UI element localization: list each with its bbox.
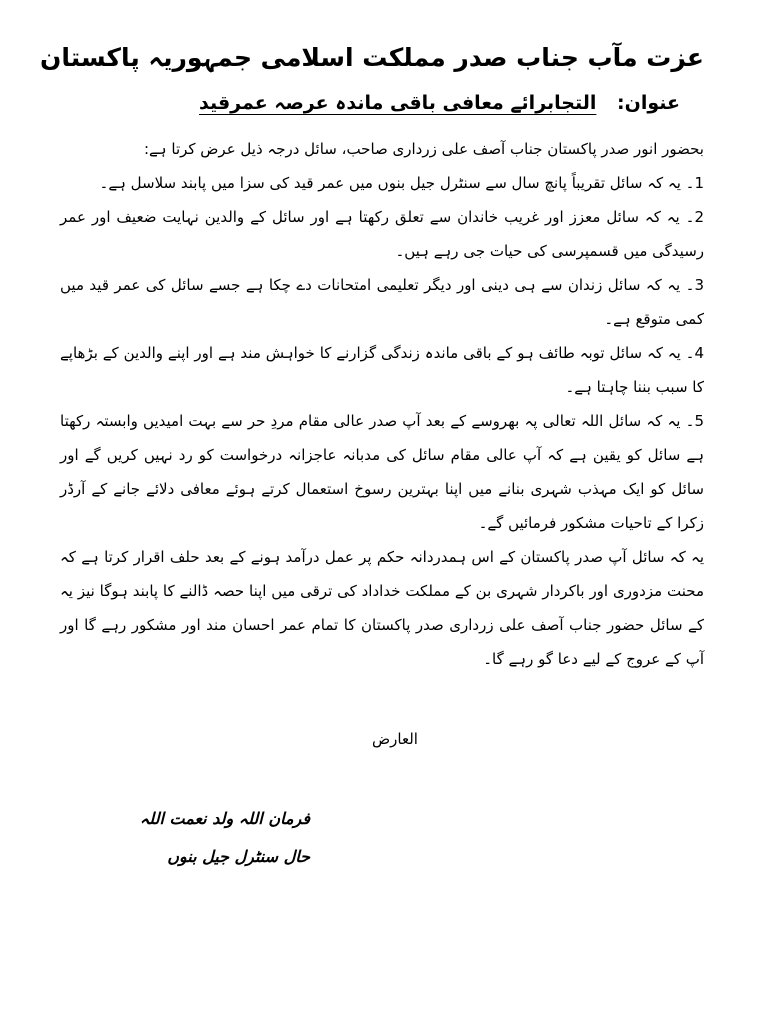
subject-text: التجابرائے معافی باقی ماندہ عرصہ عمرقید [198, 92, 597, 114]
closing-paragraph: یہ کہ سائل آپ صدر پاکستان کے اس ہمدردانہ حکم پر عمل درآمد ہونے کے بعد حلف اقرار کرتا ہے کہ محنت مزدوری اور باکردار شہری بن کے مملکت خداداد کی ترقی میں اپنا حصہ ڈالنے کا پابند ہوگا نیز یہ کے سائل حضور جناب آصف علی زرداری صدر پاکستان کا تمام عمر احسان مند اور مشکور رہے گا اور آپ کے عروج کے لیے دعا گو رہے گا۔ [60, 548, 704, 668]
signature-name: فرمان اللہ ولد نعمت اللہ [139, 809, 310, 828]
salutation: العارض [372, 730, 418, 748]
point-item: 5۔ یہ کہ سائل اللہ تعالی پہ بھروسے کے بعد آپ صدر عالی مقام مردِ حر سے بہت امیدیں وابستہ رکھتا ہے سائل کو یقین ہے کہ آپ عالی مقام سائل کی مدبانہ عاجزانہ درخواست کو رد نہیں کریں گے اور سائل کو ایک مہذب شہری بنانے میں اپنا بہترین رسوخ استعمال کرتے ہوئے معافی دلائے جانے کے آرڈر زکرا کے تاحیات مشکور فرمائیں گے۔ [60, 412, 704, 532]
point-item: 1۔ یہ کہ سائل تقریباً پانچ سال سے سنٹرل جیل بنوں میں عمر قید کی سزا میں پابند سلاسل ہے۔ [99, 174, 704, 192]
subject-line [199, 88, 680, 118]
point-item: 2۔ یہ کہ سائل معزز اور غریب خاندان سے تعلق رکھتا ہے اور سائل کے والدین نہایت ضعیف اور عمر رسیدگی میں قسمپرسی کی حیات جی رہے ہیں۔ [60, 208, 704, 260]
intro-paragraph: بحضور انور صدر پاکستان جناب آصف علی زرداری صاحب، سائل درجہ ذیل عرض کرتا ہے: [143, 140, 704, 158]
letter-title: عزت مآب جناب صدر مملکت اسلامی جمہوریہ پاکستان [40, 43, 704, 72]
point-item: 3۔ یہ کہ سائل زندان سے ہی دینی اور دیگر تعلیمی امتحانات دے چکا ہے جسے سائل کی عمر قید میں کمی متوقع ہے۔ [60, 276, 704, 328]
letter-body [60, 132, 704, 676]
subject-label: عنوان: [617, 92, 680, 114]
signature-place: حال سنٹرل جیل بنوں [167, 847, 310, 866]
point-item: 4۔ یہ کہ سائل توبہ طائف ہو کے باقی ماندہ زندگی گزارنے کا خواہش مند ہے اور اپنے والدین کے بڑھاپے کا سبب بننا چاہتا ہے۔ [60, 344, 704, 396]
